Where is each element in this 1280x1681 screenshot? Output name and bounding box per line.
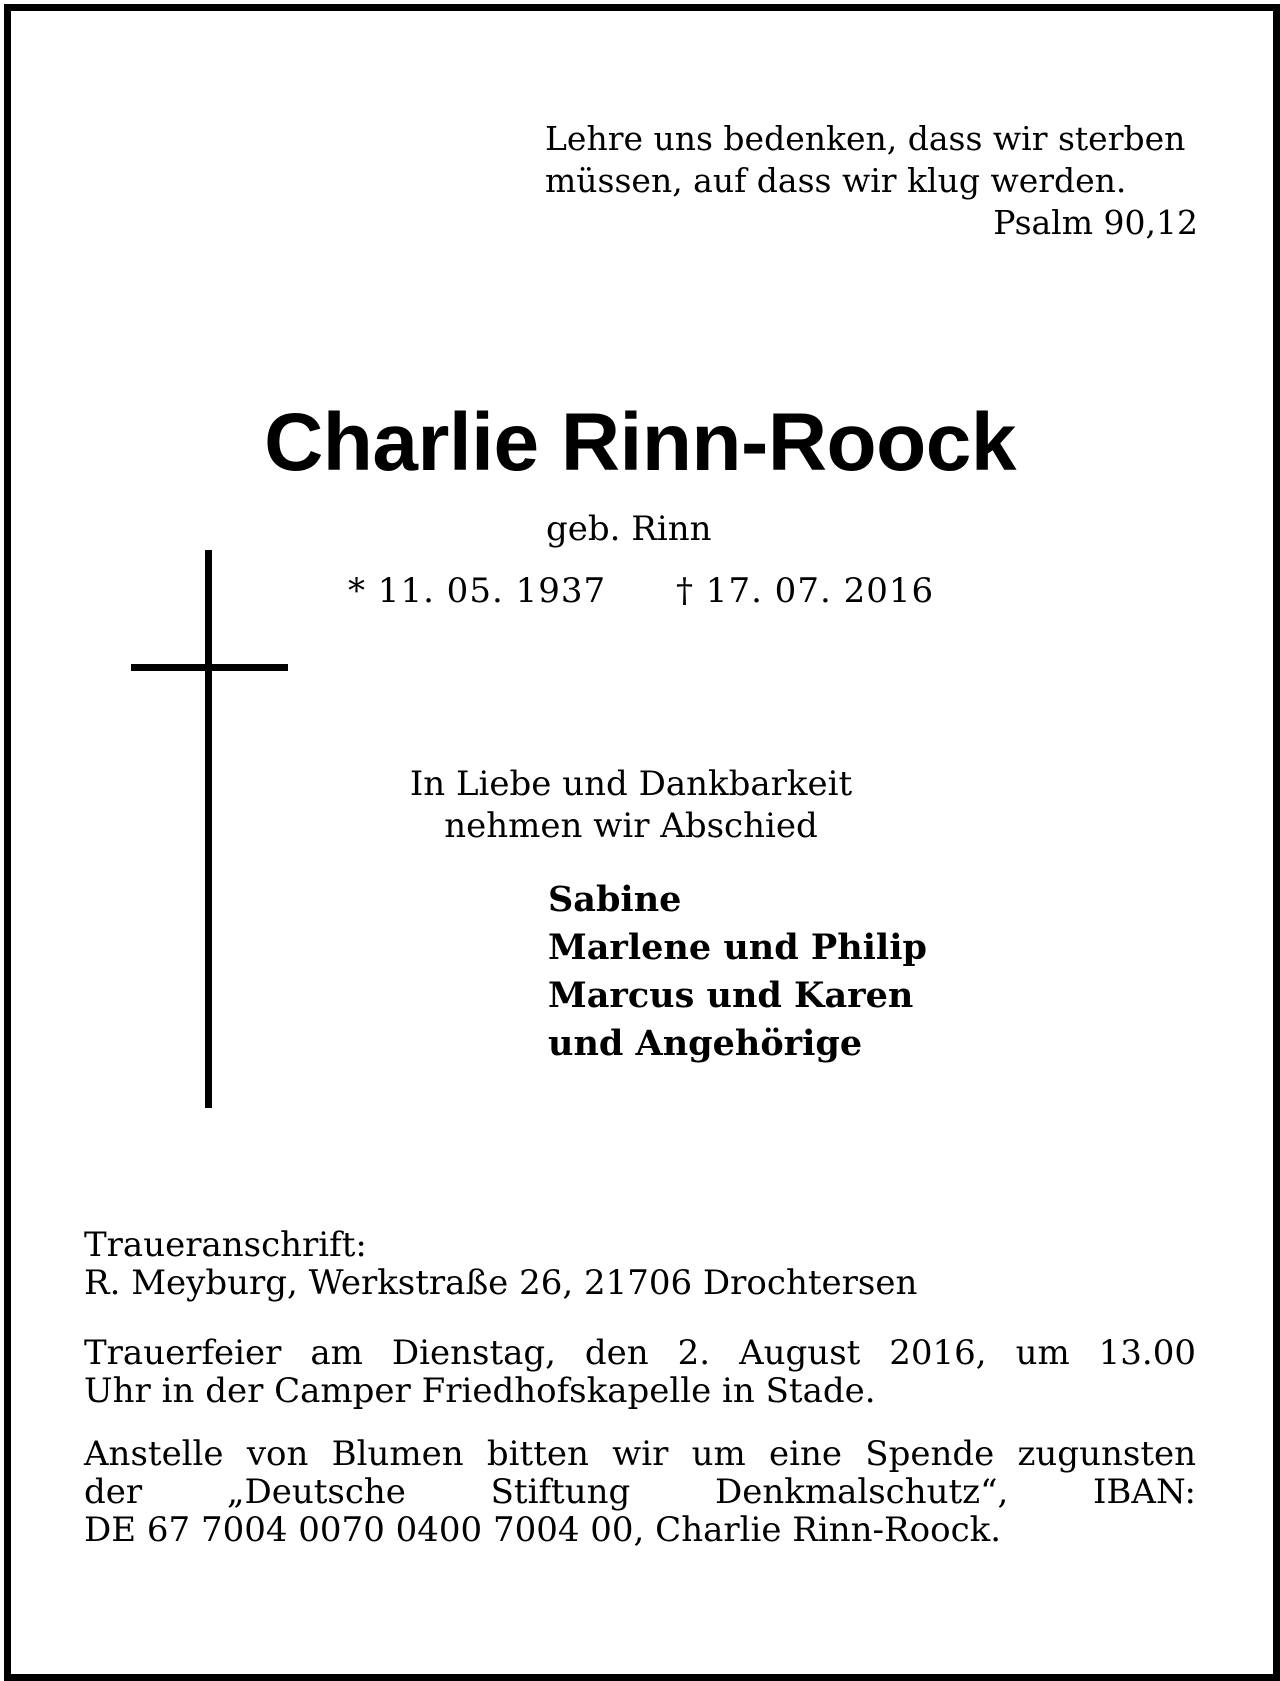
word: Dienstag, [391,1333,556,1373]
address-line: R. Meyburg, Werkstraße 26, 21706 Drochtersen [84,1263,918,1303]
cross-icon-bar [131,664,288,671]
word: August [739,1333,861,1373]
word: Stiftung [490,1472,631,1512]
mourner: Marlene und Philip [548,927,928,968]
word: Spende [865,1434,995,1474]
mourner: Marcus und Karen [548,975,914,1016]
donation-line-2 [84,1473,1196,1511]
death-date: † 17. 07. 2016 [676,571,935,611]
word: wir [612,1434,669,1474]
farewell-line-1: In Liebe und Dankbarkeit [409,764,853,804]
word: Trauerfeier [84,1333,282,1373]
verse-reference: Psalm 90,12 [993,203,1198,242]
word: Denkmalschutz“, [714,1472,1009,1512]
deceased-name: Charlie Rinn-Roock [264,397,1016,488]
farewell-line-2: nehmen wir Abschied [444,806,818,846]
word: den [584,1333,649,1373]
mourner: Sabine [548,879,682,920]
service-line-2: Uhr in der Camper Friedhofskapelle in Stade. [84,1371,876,1411]
psalm-verse [545,118,1195,202]
word: 2016, [889,1333,987,1373]
mourners-list [548,876,927,1068]
donation-line-1 [84,1435,1196,1473]
mourner: und Angehörige [548,1023,863,1064]
word: um [691,1434,746,1474]
address-label: Traueranschrift: [84,1225,367,1265]
word: von [246,1434,309,1474]
word: am [310,1333,363,1373]
farewell-text [330,763,1030,847]
birth-name: geb. Rinn [546,509,712,549]
word: zugunsten [1017,1434,1196,1474]
mourning-address [84,1226,1196,1302]
word: bitten [486,1434,589,1474]
service-line-1 [84,1334,1196,1372]
word: 13.00 [1098,1333,1196,1373]
word: 2. [677,1333,711,1373]
word: um [1015,1333,1070,1373]
word: „Deutsche [226,1472,406,1512]
word: Blumen [331,1434,464,1474]
word: der [84,1472,143,1512]
funeral-service [84,1334,1196,1410]
donation-note [84,1435,1196,1549]
birth-date: * 11. 05. 1937 [348,571,607,611]
word: eine [769,1434,843,1474]
donation-line-3: DE 67 7004 0070 0400 7004 00, Charlie Rinn-Roock. [84,1510,1002,1550]
cross-icon [205,550,212,1108]
verse-line-1: Lehre uns bedenken, dass wir sterben [545,119,1186,158]
word: Anstelle [84,1434,224,1474]
verse-line-2: müssen, auf dass wir klug werden. [545,161,1127,200]
word: IBAN: [1093,1472,1196,1512]
